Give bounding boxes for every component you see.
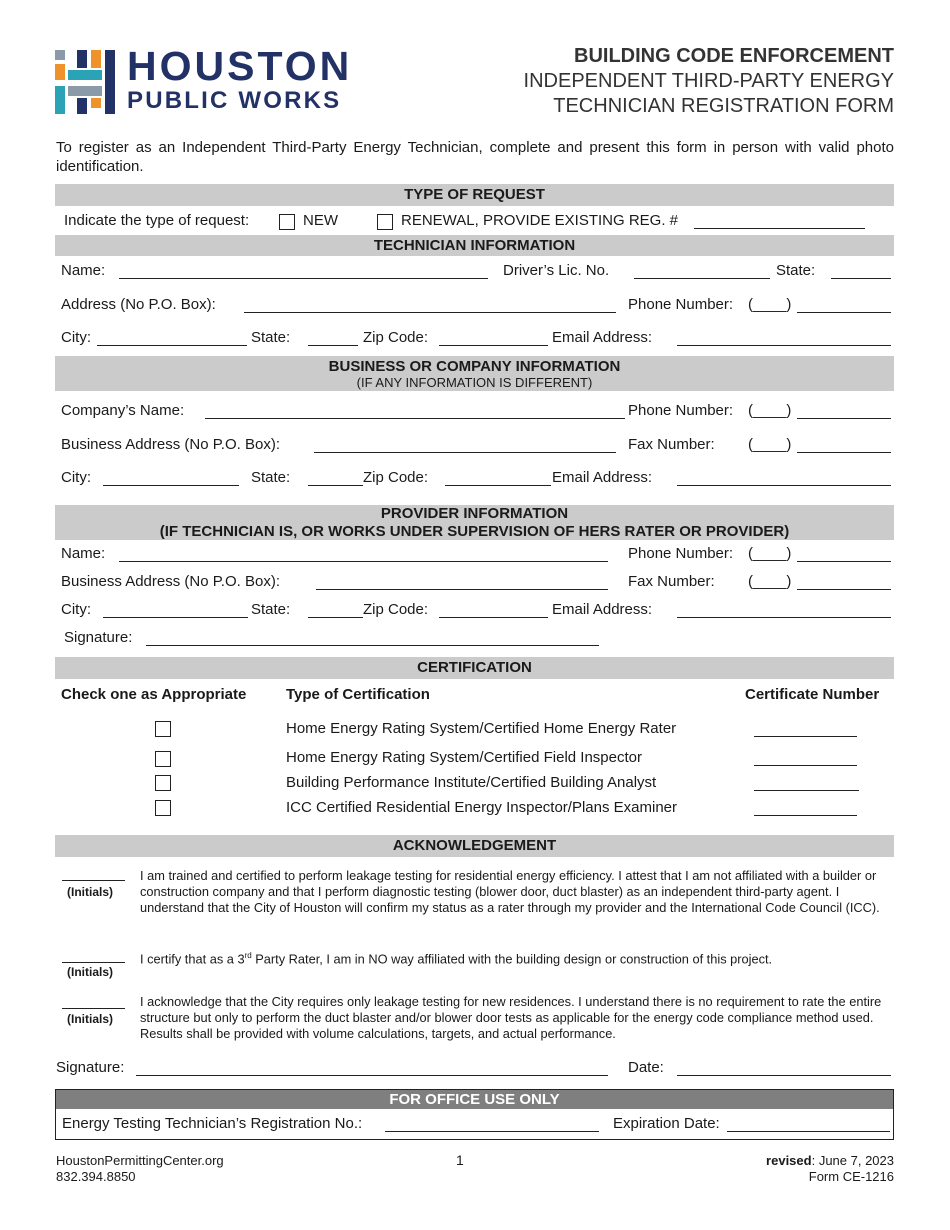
type-of-request-heading: TYPE OF REQUEST — [404, 186, 545, 203]
tech-phone-label: Phone Number: — [628, 296, 734, 313]
biz-zip-field[interactable] — [445, 485, 551, 486]
form-title: BUILDING CODE ENFORCEMENT — [574, 45, 894, 67]
biz-city-label: City: — [61, 469, 91, 486]
biz-address-label: Business Address (No P.O. Box): — [61, 436, 280, 453]
cert-checkbox-field-inspector[interactable] — [155, 751, 171, 767]
biz-address-field[interactable] — [314, 452, 616, 453]
biz-zip-label: Zip Code: — [363, 469, 429, 486]
cert-col-check: Check one as Appropriate — [61, 686, 247, 703]
footer-form-number: Form CE-1216 — [808, 1169, 894, 1184]
tech-city-label: City: — [61, 329, 91, 346]
technician-band — [55, 235, 894, 256]
business-band — [55, 356, 894, 391]
business-heading: BUSINESS OR COMPANY INFORMATION — [328, 358, 621, 375]
tech-phone-field[interactable] — [797, 312, 891, 313]
tech-email-label: Email Address: — [552, 329, 653, 346]
footer-page-number: 1 — [456, 1152, 464, 1168]
cert-checkbox-building-analyst[interactable] — [155, 775, 171, 791]
office-reg-no-label: Energy Testing Technician’s Registration No.: — [62, 1115, 363, 1132]
footer-website: HoustonPermittingCenter.org — [56, 1153, 224, 1168]
cert-type-icc-inspector: ICC Certified Residential Energy Inspector/Plans Examiner — [286, 799, 678, 816]
prov-phone-label: Phone Number: — [628, 545, 734, 562]
biz-company-field[interactable] — [205, 418, 625, 419]
biz-email-field[interactable] — [677, 485, 891, 486]
tech-zip-field[interactable] — [439, 345, 548, 346]
tech-state-label: State: — [776, 262, 816, 279]
office-expiration-label: Expiration Date: — [613, 1115, 720, 1132]
cert-type-field-inspector: Home Energy Rating System/Certified Field Inspector — [286, 749, 642, 766]
biz-email-label: Email Address: — [552, 469, 653, 486]
prov-name-field[interactable] — [119, 561, 608, 562]
renewal-label: RENEWAL, PROVIDE EXISTING REG. # — [401, 212, 679, 229]
tech-name-field[interactable] — [119, 278, 488, 279]
ack2-initials-field[interactable] — [62, 962, 125, 963]
ack-date-label: Date: — [628, 1059, 664, 1076]
logo — [55, 43, 375, 116]
certification-heading: CERTIFICATION — [417, 659, 532, 676]
office-expiration-field[interactable] — [727, 1131, 890, 1132]
office-use-heading: FOR OFFICE USE ONLY — [389, 1091, 560, 1108]
request-type-prompt: Indicate the type of request: — [64, 212, 250, 229]
prov-address-label: Business Address (No P.O. Box): — [61, 573, 280, 590]
cert-number-rater[interactable] — [754, 736, 857, 737]
prov-phone-area[interactable]: (____) — [748, 545, 792, 562]
prov-city-field[interactable] — [103, 617, 248, 618]
footer-revised-label: revised — [766, 1153, 812, 1168]
logo-wordmark-houston: HOUSTON — [127, 43, 353, 89]
biz-state-field[interactable] — [308, 485, 363, 486]
tech-city-field[interactable] — [97, 345, 247, 346]
prov-zip-field[interactable] — [439, 617, 548, 618]
ack-date-field[interactable] — [677, 1075, 891, 1076]
prov-name-label: Name: — [61, 545, 106, 562]
ack1-initials-field[interactable] — [62, 880, 125, 881]
tech-email-field[interactable] — [677, 345, 891, 346]
office-reg-no-field[interactable] — [385, 1131, 599, 1132]
cert-number-building-analyst[interactable] — [754, 790, 859, 791]
prov-fax-area[interactable]: (____) — [748, 573, 792, 590]
acknowledgement-heading: ACKNOWLEDGEMENT — [392, 837, 557, 854]
tech-address-field[interactable] — [244, 312, 616, 313]
provider-band — [55, 505, 894, 540]
ack2-text — [140, 948, 892, 967]
new-label: NEW — [303, 212, 338, 229]
prov-phone-field[interactable] — [797, 561, 891, 562]
tech-address-label: Address (No P.O. Box): — [61, 296, 216, 313]
prov-city-label: City: — [61, 601, 91, 618]
ack-signature-label: Signature: — [56, 1059, 125, 1076]
prov-fax-label: Fax Number: — [628, 573, 715, 590]
cert-type-building-analyst: Building Performance Institute/Certified Building Analyst — [286, 774, 657, 791]
acknowledgement-band — [55, 835, 894, 857]
tech-state2-label: State: — [251, 329, 291, 346]
biz-phone-field[interactable] — [797, 418, 891, 419]
cert-checkbox-rater[interactable] — [155, 721, 171, 737]
cert-type-rater: Home Energy Rating System/Certified Home Energy Rater — [286, 720, 677, 737]
ack2-initials-label: (Initials) — [67, 965, 114, 979]
intro-text: To register as an Independent Third-Party Energy Technician, complete and present this form in person with valid photo identification. — [56, 139, 894, 175]
prov-email-field[interactable] — [677, 617, 891, 618]
ack3-initials-field[interactable] — [62, 1008, 125, 1009]
provider-heading: PROVIDER INFORMATION — [380, 505, 569, 522]
cert-checkbox-icc-inspector[interactable] — [155, 800, 171, 816]
biz-fax-area[interactable]: (____) — [748, 436, 792, 453]
biz-fax-label: Fax Number: — [628, 436, 715, 453]
tech-state-field[interactable] — [308, 345, 358, 346]
tech-name-label: Name: — [61, 262, 106, 279]
biz-city-field[interactable] — [103, 485, 239, 486]
office-use-band — [56, 1090, 893, 1109]
existing-reg-number-field[interactable] — [694, 228, 865, 229]
footer-revised-date: : June 7, 2023 — [811, 1153, 894, 1168]
prov-state-field[interactable] — [308, 617, 363, 618]
prov-zip-label: Zip Code: — [363, 601, 429, 618]
prov-fax-field[interactable] — [797, 589, 891, 590]
business-subheading: (IF ANY INFORMATION IS DIFFERENT) — [356, 375, 593, 390]
ack2-text-sup: rd — [244, 951, 252, 960]
cert-col-type: Type of Certification — [286, 686, 430, 703]
certification-band — [55, 657, 894, 679]
prov-signature-label: Signature: — [64, 629, 133, 646]
provider-subheading: (IF TECHNICIAN IS, OR WORKS UNDER SUPERVISION OF HERS RATER OR PROVIDER) — [159, 523, 790, 540]
new-checkbox[interactable] — [279, 214, 295, 230]
renewal-checkbox[interactable] — [377, 214, 393, 230]
ack-signature-field[interactable] — [136, 1075, 608, 1076]
type-of-request-band — [55, 184, 894, 206]
biz-fax-field[interactable] — [797, 452, 891, 453]
form-subtitle-line2: TECHNICIAN REGISTRATION FORM — [553, 95, 894, 117]
logo-wordmark-public-works: PUBLIC WORKS — [127, 87, 342, 114]
biz-state-label: State: — [251, 469, 291, 486]
tech-drivers-lic-field[interactable] — [634, 278, 770, 279]
prov-email-label: Email Address: — [552, 601, 653, 618]
ack2-text-post: Party Rater, I am in NO way affiliated with the building design or construction of this project. — [251, 951, 773, 967]
tech-phone-area[interactable]: (____) — [748, 296, 792, 313]
footer-phone: 832.394.8850 — [56, 1169, 136, 1184]
logo-mark-icon — [55, 48, 117, 116]
ack2-text-pre: I certify that as a 3 — [140, 951, 245, 967]
prov-state-label: State: — [251, 601, 291, 618]
tech-zip-label: Zip Code: — [363, 329, 429, 346]
ack1-initials-label: (Initials) — [67, 885, 114, 899]
cert-number-field-inspector[interactable] — [754, 765, 857, 766]
technician-heading: TECHNICIAN INFORMATION — [373, 237, 576, 254]
biz-company-label: Company’s Name: — [61, 402, 185, 419]
biz-phone-label: Phone Number: — [628, 402, 734, 419]
tech-dl-state-field[interactable] — [831, 278, 891, 279]
prov-address-field[interactable] — [316, 589, 608, 590]
prov-signature-field[interactable] — [146, 645, 599, 646]
ack3-text: I acknowledge that the City requires only leakage testing for new residences. I understand there is no requirement to rate the entire structure but only to perform the duct blaster and/or blower door tests as applicable for the energy code compliance method used. Results shall be provided with volume calculations, targets, and actual performance. — [140, 994, 882, 1041]
tech-drivers-lic-label: Driver’s Lic. No. — [503, 262, 610, 279]
ack1-text: I am trained and certified to perform leakage testing for residential energy efficiency. I attest that I am not affiliated with a builder or construction company and that I perform diagnostic testing (blower door, duct blaster) as an independent third-party agent. I understand that the City of Houston will confirm my status as a rater through my provider and the International Code Council (ICC). — [140, 868, 880, 915]
cert-number-icc-inspector[interactable] — [754, 815, 857, 816]
form-subtitle-line1: INDEPENDENT THIRD-PARTY ENERGY — [523, 70, 894, 92]
ack3-initials-label: (Initials) — [67, 1012, 114, 1026]
biz-phone-area[interactable]: (____) — [748, 402, 792, 419]
footer-revised — [766, 1153, 894, 1169]
cert-col-number: Certificate Number — [745, 686, 880, 703]
